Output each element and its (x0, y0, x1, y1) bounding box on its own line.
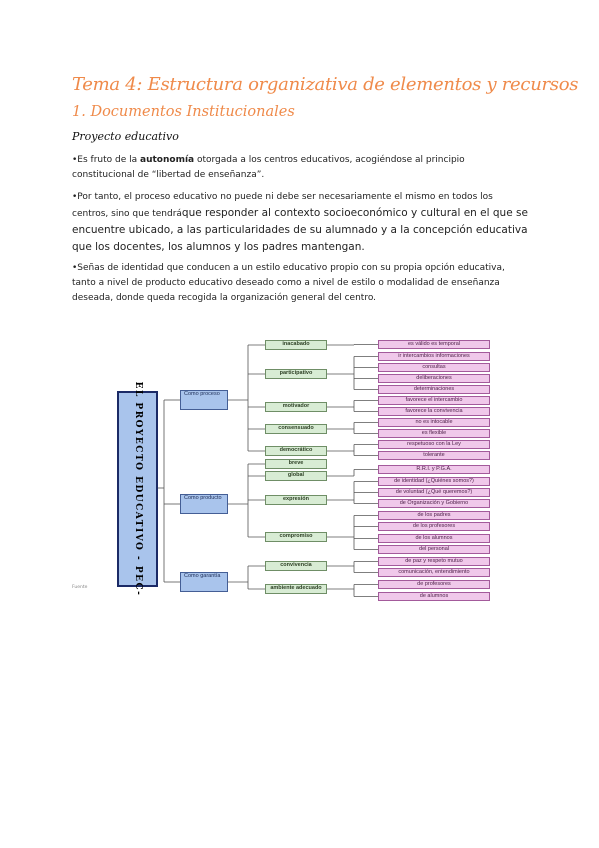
detail-box: deliberaciones (378, 374, 490, 383)
attribute-box: democrático (265, 446, 327, 456)
p2-text-a: •Por tanto, el proceso educativo no puede ni debe ser necesariamente el mismo en todos los centros, sino que tendrá (72, 192, 493, 219)
detail-box: de alumnos (378, 592, 490, 601)
detail-box: respetuoso con la Ley (378, 440, 490, 449)
paragraph-autonomia (72, 153, 528, 183)
detail-box: de los profesores (378, 522, 490, 531)
attribute-box: participativo (265, 369, 327, 379)
detail-box: de paz y respeto mutuo (378, 557, 490, 566)
page-title: Tema 4: Estructura organizativa de elementos y recursos (72, 74, 579, 95)
category-box: Como garantía (180, 572, 228, 592)
diagram-caption: Fuente (72, 585, 88, 590)
detail-box: favorece el intercambio (378, 396, 490, 405)
attribute-box: inacabado (265, 340, 327, 350)
detail-box: comunicación, entendimiento (378, 568, 490, 577)
attribute-box: motivador (265, 402, 327, 412)
detail-box: es válido es temporal (378, 340, 490, 349)
detail-box: de Organización y Gobierno (378, 499, 490, 508)
p1-text-c: otorgada a los centros educativos, acogiéndose al principio constitucional de “libertad de enseñanza”. (72, 155, 465, 180)
detail-box: de voluntad (¿Qué queremos?) (378, 488, 490, 497)
detail-box: de los padres (378, 511, 490, 520)
paragraph-senas: •Señas de identidad que conducen a un estilo educativo propio con su propia opción educativa, tanto a nivel de producto educativo deseado como a nivel de estilo o modalidad de enseñanza deseada, donde queda recogida la organización general del centro. (72, 263, 505, 303)
attribute-box: expresión (265, 495, 327, 505)
detail-box: de identidad (¿Quiénes somos?) (378, 477, 490, 486)
subsection-heading: Proyecto educativo (72, 130, 179, 143)
attribute-box: ambiente adecuado (265, 584, 327, 594)
category-box: Como producto (180, 494, 228, 514)
detail-box: consultas (378, 363, 490, 372)
detail-box: R.R.I. y P.G.A. (378, 465, 490, 474)
detail-box: favorece la convivencia (378, 407, 490, 416)
paragraph-proceso (72, 190, 528, 256)
detail-box: es flexible (378, 429, 490, 438)
attribute-box: consensuado (265, 424, 327, 434)
diagram-root-label: EL PROYECTO EDUCATIVO - PEC- (132, 381, 143, 597)
detail-box: ir intercambios informaciones (378, 352, 490, 361)
detail-box: de profesores (378, 580, 490, 589)
category-box: Como proceso (180, 390, 228, 410)
detail-box: del personal (378, 545, 490, 554)
detail-box: no es intocable (378, 418, 490, 427)
attribute-box: convivencia (265, 561, 327, 571)
detail-box: tolerante (378, 451, 490, 460)
section-heading: 1. Documentos Institucionales (72, 104, 295, 120)
diagram-root-box (117, 381, 158, 597)
p1-text-a: •Es fruto de la (72, 155, 141, 165)
detail-box: determinaciones (378, 385, 490, 394)
attribute-box: global (265, 471, 327, 481)
attribute-box: breve (265, 459, 327, 469)
p2-text-b: que responder al contexto socioeconómico y cultural en el que se encuentre ubicado, a las particularidades de su alumnado y a la concepción educativa que los docentes, los alumnos y los padres mantengan. (72, 207, 528, 253)
detail-box: de los alumnos (378, 534, 490, 543)
p1-bold-autonomia: autonomía (140, 155, 195, 165)
attribute-box: compromiso (265, 532, 327, 542)
pec-diagram (72, 328, 502, 613)
